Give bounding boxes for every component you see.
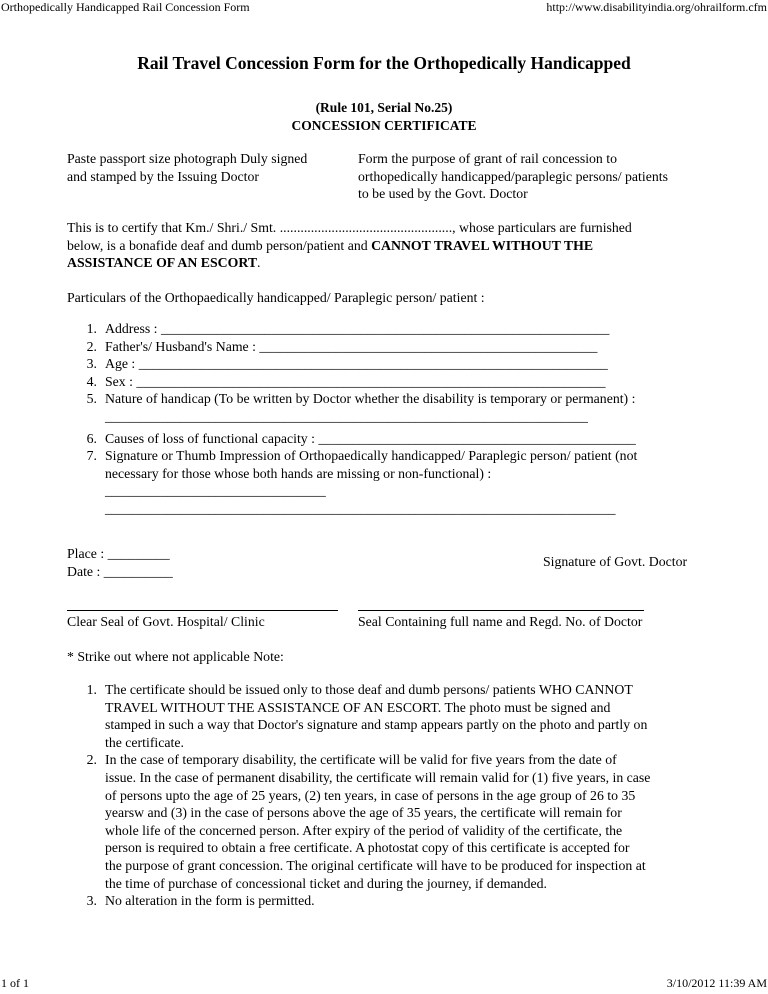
particulars-item-text: Age : ____________________________________________________________________	[105, 356, 608, 372]
particulars-item	[67, 338, 637, 356]
note-item-number: 1.	[86, 682, 97, 697]
particulars-item-text: __________________________________________________________________________	[105, 500, 616, 516]
note-line: the purpose of grant concession. The original certificate will have to be produced for inspection at	[105, 857, 646, 873]
purpose-note: Form the purpose of grant of rail concession to orthopedically handicapped/paraplegic persons/ patients to be used by the Govt. Doctor	[358, 151, 668, 202]
doctor-seal-label: Seal Containing full name and Regd. No. of Doctor	[358, 614, 643, 629]
particulars-item	[67, 482, 637, 500]
particulars-item-number: 1.	[86, 321, 97, 336]
note-line: stamped in such a way that Doctor's signature and stamp appears partly on the photo and partly on	[105, 717, 648, 733]
particulars-item	[67, 390, 637, 408]
print-footer-datetime: 3/10/2012 11:39 AM	[666, 976, 767, 990]
rule-reference: (Rule 101, Serial No.25)	[315, 100, 453, 115]
note-item-number: 2.	[86, 752, 97, 768]
particulars-item-text: ______________________________________________________________________	[105, 408, 588, 424]
particulars-heading: Particulars of the Orthopaedically handicapped/ Paraplegic person/ patient :	[67, 290, 485, 305]
note-line: TRAVEL WITHOUT THE ASSISTANCE OF AN ESCORT. The photo must be signed and	[105, 699, 611, 715]
print-footer-page-count: 1 of 1	[1, 976, 29, 990]
print-header-title: Orthopedically Handicapped Rail Concession Form	[1, 0, 250, 14]
particulars-item-text: ________________________________	[105, 483, 326, 499]
note-item-number: 3.	[86, 893, 97, 909]
print-header-url: http://www.disabilityindia.org/ohrailform.cfm	[546, 0, 767, 14]
particulars-item-text: Nature of handicap (To be written by Doctor whether the disability is temporary or permanent) :	[105, 391, 636, 407]
particulars-item	[67, 320, 637, 338]
particulars-item-number: 2.	[86, 338, 97, 354]
particulars-item-number: 5.	[86, 391, 97, 407]
note-item	[67, 681, 650, 751]
photo-note: Paste passport size photograph Duly signed and stamped by the Issuing Doctor	[67, 151, 308, 184]
note-item	[67, 892, 650, 910]
note-line: The certificate should be issued only to those deaf and dumb persons/ patients WHO CANNOT	[105, 682, 633, 697]
particulars-item	[67, 500, 637, 518]
particulars-item-text: Sex : ____________________________________________________________________	[105, 373, 606, 389]
note-line: whole life of the concerned person. After expiry of the period of validity of the certificate, the	[105, 822, 623, 838]
particulars-list	[67, 320, 637, 518]
particulars-item-number: 7.	[86, 448, 97, 464]
particulars-item-text: Signature or Thumb Impression of Orthopaedically handicapped/ Paraplegic person/ patient (not	[105, 448, 638, 464]
doctor-seal-line	[358, 610, 644, 611]
particulars-item-number: 4.	[86, 373, 97, 389]
particulars-item-number: 6.	[86, 430, 97, 446]
particulars-item-number: 3.	[86, 356, 97, 372]
notes-list	[67, 681, 650, 910]
particulars-item-text: Address : _________________________________________________________________	[105, 321, 610, 336]
form-title: Rail Travel Concession Form for the Orthopedically Handicapped	[137, 53, 631, 73]
date-field: Date : __________	[67, 564, 173, 579]
place-field: Place : _________	[67, 546, 170, 561]
hospital-seal-label: Clear Seal of Govt. Hospital/ Clinic	[67, 614, 265, 629]
note-line: the certificate.	[105, 734, 184, 750]
note-line: In the case of temporary disability, the certificate will be valid for five years from the date of	[105, 752, 617, 768]
particulars-item	[67, 355, 637, 373]
strike-out-note: * Strike out where not applicable Note:	[67, 649, 284, 664]
particulars-item	[67, 430, 637, 448]
particulars-item	[67, 408, 637, 426]
note-line: of persons upto the age of 25 years, (2) ten years, in case of persons in the age group of 26 to 35	[105, 787, 636, 803]
doctor-signature-label: Signature of Govt. Doctor	[543, 554, 688, 569]
particulars-item-text: Father's/ Husband's Name : _________________________________________________	[105, 338, 598, 354]
note-item	[67, 751, 650, 892]
particulars-item-text: necessary for those whose both hands are missing or non-functional) :	[105, 465, 492, 481]
particulars-item-text: Causes of loss of functional capacity : ______________________________________________	[105, 430, 636, 446]
note-line: issue. In the case of permanent disability, the certificate will remain valid for (1) five years, in case	[105, 769, 651, 785]
note-line: yearsw and (3) in the case of persons above the age of 35 years, the certificate will remain for	[105, 805, 622, 821]
certify-paragraph: This is to certify that Km./ Shri./ Smt. .................................................., whose particulars are furnished below, is a bonafide deaf and dumb person/patient and CANNOT TRAVEL WITHOUT THE ASSISTANCE OF AN ESCORT.	[67, 220, 632, 271]
certificate-heading: CONCESSION CERTIFICATE	[291, 118, 477, 133]
note-line: the time of purchase of concessional ticket and during the journey, if demanded.	[105, 875, 547, 891]
particulars-item	[67, 373, 637, 391]
hospital-seal-line	[67, 610, 338, 611]
note-line: No alteration in the form is permitted.	[105, 893, 315, 909]
particulars-item	[67, 447, 637, 465]
note-line: person is required to obtain a free certificate. A photostat copy of this certificate is accepted for	[105, 840, 630, 856]
particulars-item	[67, 465, 637, 483]
